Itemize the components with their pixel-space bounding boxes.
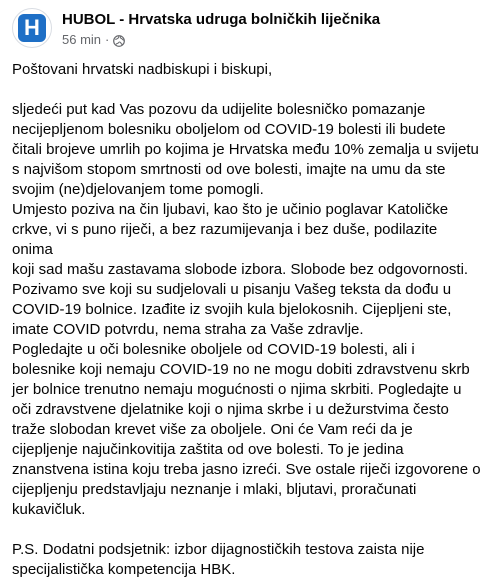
post-line: Pozivamo sve koji su sudjelovali u pisanju Vašeg teksta da dođu u — [12, 281, 452, 298]
post-line: cijepljenje najučinkovitija zaštita od ove bolesti. To je jedina — [12, 441, 404, 458]
post-body — [12, 52, 496, 580]
page-name-link[interactable]: HUBOL - Hrvatska udruga bolničkih liječnika — [62, 11, 381, 28]
post-line: jer bolnice trenutno nemaju mogućnosti o njima skrbiti. Pogledajte u — [12, 381, 462, 398]
post-line: znanstvena istina koju treba jasno izreći. Sve ostale riječi izgovorene o — [12, 461, 481, 478]
post-header — [12, 0, 496, 52]
globe-icon[interactable] — [113, 34, 125, 46]
post-line: imate COVID potvrdu, nema straha za Vaše zdravlje. — [12, 321, 364, 338]
post-line: koji sad mašu zastavama slobode izbora. Slobode bez odgovornosti. — [12, 261, 469, 278]
post-line: čitali brojeve umrlih po kojima je Hrvatska među 10% zemalja u svijetu — [12, 141, 479, 158]
post-timestamp[interactable]: 56 min — [62, 32, 102, 47]
post-line: Pogledajte u oči bolesnike oboljele od COVID-19 bolesti, ali i — [12, 341, 415, 358]
page-avatar[interactable] — [12, 8, 52, 48]
post-line: traže slobodan krevet više za oboljele. Oni će Vam reći da je — [12, 421, 413, 438]
post-line: sljedeći put kad Vas pozovu da udijelite bolesničko pomazanje — [12, 101, 426, 118]
post-line: crkve, vi s puno riječi, a bez razumijevanja i bez duše, podilazite onima — [12, 221, 438, 258]
post-ps-line: specijalistička kompetencija HBK. — [12, 561, 236, 578]
post-line: s najvišom stopom smrtnosti od ove bolesti, imajte na umu da ste — [12, 161, 446, 178]
post-subline — [62, 31, 380, 48]
post-greeting: Poštovani hrvatski nadbiskupi i biskupi, — [12, 61, 273, 78]
separator-dot: · — [105, 32, 110, 47]
post-line: cijepljenju predstavljaju neznanje i mlaki, bljutavi, proračunati — [12, 481, 417, 498]
post-line: Umjesto poziva na čin ljubavi, kao što je učinio poglavar Katoličke — [12, 201, 449, 218]
post-line: kukavičluk. — [12, 501, 86, 518]
post-ps-line: P.S. Dodatni podsjetnik: izbor dijagnostičkih testova zaista nije — [12, 541, 425, 558]
post-line: bolesnike koji nemaju COVID-19 no ne mogu dobiti zdravstvenu skrb — [12, 361, 470, 378]
post-line: svojim (ne)djelovanjem tome pomogli. — [12, 181, 264, 198]
post-line: necijepljenom bolesniku oboljelom od COVID-19 bolesti ili budete — [12, 121, 446, 138]
post-meta — [62, 8, 380, 48]
hubol-logo: H — [18, 14, 46, 42]
post-line: COVID-19 bolnice. Izađite iz svojih kula bjelokosnih. Cijepljeni ste, — [12, 301, 452, 318]
post-line: oči zdravstvene djelatnike koji o njima skrbe i u dežurstvima često — [12, 401, 449, 418]
